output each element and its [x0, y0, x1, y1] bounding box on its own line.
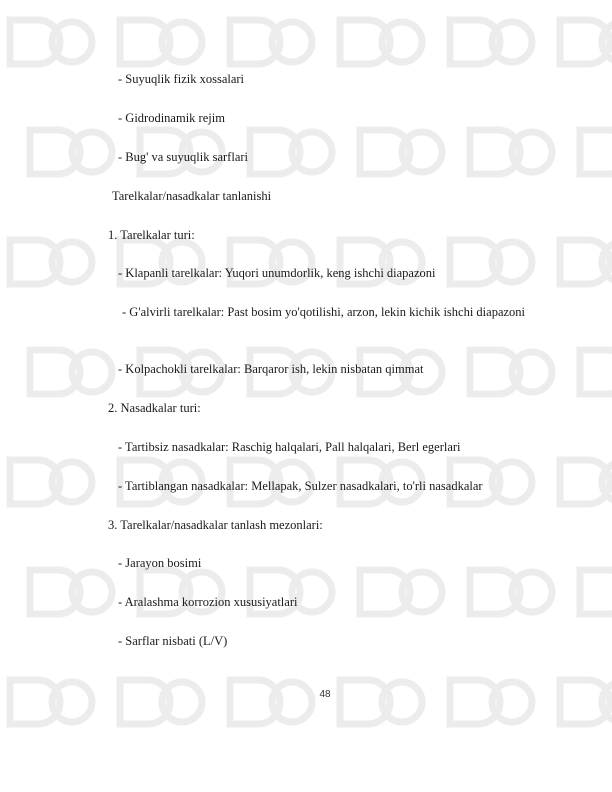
- list-item: - Tartiblangan nasadkalar: Mellapak, Sulzer nasadkalari, to'rli nasadkalar: [118, 479, 483, 493]
- doc-logo-icon: [30, 350, 112, 394]
- doc-logo-icon: [120, 680, 202, 724]
- doc-logo-icon: [340, 20, 422, 64]
- doc-logo-icon: [10, 20, 92, 64]
- doc-logo-icon: [360, 130, 442, 174]
- list-item: - Jarayon bosimi: [118, 556, 202, 570]
- doc-logo-icon: [450, 680, 532, 724]
- doc-logo-icon: [560, 680, 612, 724]
- doc-logo-icon: [230, 20, 312, 64]
- doc-logo-icon: [120, 20, 202, 64]
- doc-logo-icon: [340, 680, 422, 724]
- doc-logo-icon: [470, 130, 552, 174]
- numbered-heading: 1. Tarelkalar turi:: [108, 228, 195, 242]
- doc-logo-icon: [360, 570, 442, 614]
- doc-logo-icon: [560, 240, 612, 284]
- list-item: - Kolpachokli tarelkalar: Barqaror ish, lekin nisbatan qimmat: [118, 362, 424, 376]
- doc-logo-icon: [250, 130, 332, 174]
- doc-logo-icon: [230, 680, 312, 724]
- doc-logo-icon: [450, 20, 532, 64]
- doc-logo-icon: [450, 240, 532, 284]
- list-item: - Bug' va suyuqlik sarflari: [118, 150, 249, 164]
- numbered-heading: 3. Tarelkalar/nasadkalar tanlash mezonlari:: [108, 518, 323, 532]
- doc-logo-icon: [470, 350, 552, 394]
- doc-logo-icon: [560, 20, 612, 64]
- doc-logo-icon: [10, 460, 92, 504]
- doc-logo-icon: [580, 130, 612, 174]
- doc-logo-icon: [580, 350, 612, 394]
- doc-logo-icon: [470, 570, 552, 614]
- numbered-heading: 2. Nasadkalar turi:: [108, 401, 201, 415]
- list-item: - Tartibsiz nasadkalar: Raschig halqalari, Pall halqalari, Berl egerlari: [118, 440, 461, 454]
- list-item: - Gidrodinamik rejim: [118, 111, 225, 125]
- list-item: - Suyuqlik fizik xossalari: [118, 72, 245, 86]
- doc-logo-icon: [30, 130, 112, 174]
- list-item: - Sarflar nisbati (L/V): [118, 634, 228, 648]
- doc-logo-icon: [560, 460, 612, 504]
- doc-logo-icon: [10, 680, 92, 724]
- list-item: - Klapanli tarelkalar: Yuqori unumdorlik, keng ishchi diapazoni: [118, 266, 436, 280]
- doc-logo-icon: [580, 570, 612, 614]
- section-heading: Tarelkalar/nasadkalar tanlanishi: [112, 189, 272, 203]
- doc-logo-icon: [10, 240, 92, 284]
- doc-logo-icon: [30, 570, 112, 614]
- list-item: - Aralashma korrozion xususiyatlari: [118, 595, 298, 609]
- list-item-justified: - G'alvirli tarelkalar: Past bosim yo'qotilishi, arzon, lekin kichik ishchi diapazoni: [122, 305, 526, 319]
- page-number: 48: [319, 689, 331, 700]
